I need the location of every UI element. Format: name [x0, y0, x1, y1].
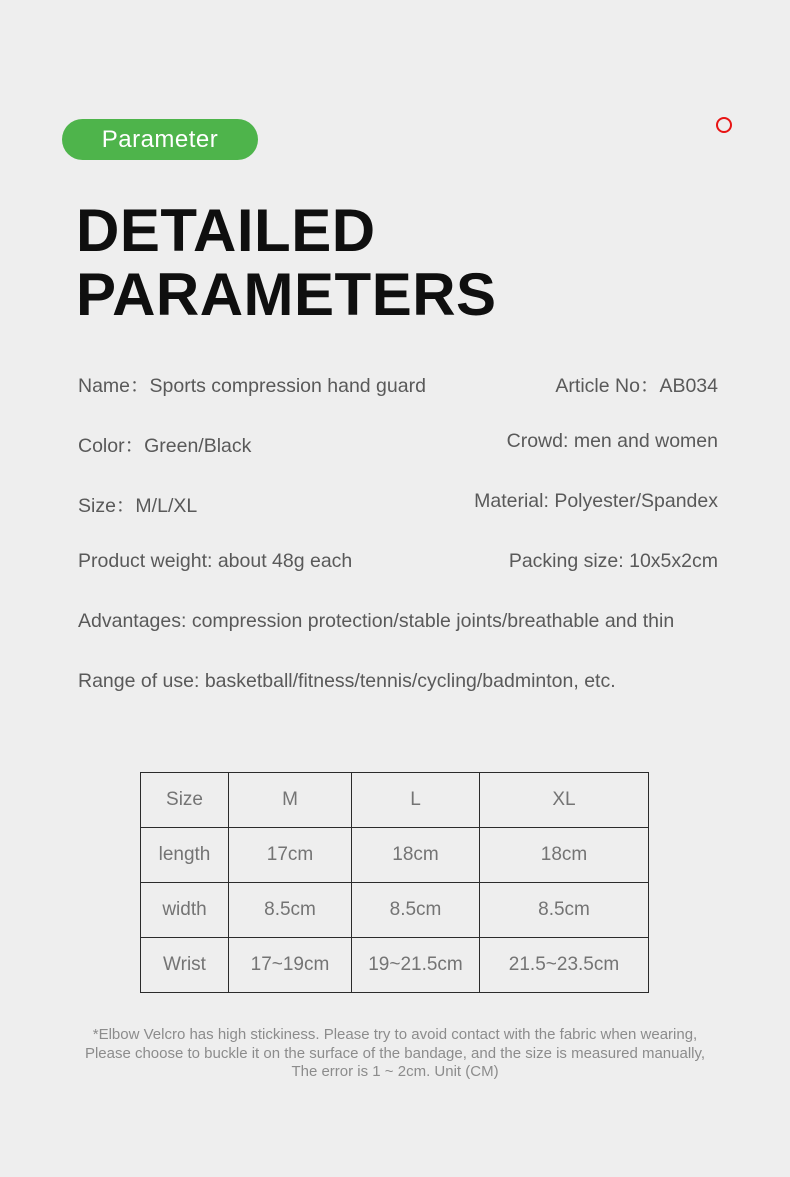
spec-row-color-crowd — [78, 430, 718, 457]
size-table — [140, 772, 649, 993]
size-table-row-label: length — [141, 828, 229, 883]
size-table-cell: 18cm — [480, 828, 649, 883]
page-title: DETAILED PARAMETERS — [76, 197, 497, 328]
size-table-cell: 17~19cm — [229, 938, 352, 993]
footnote — [0, 1026, 790, 1082]
parameter-badge: Parameter — [62, 119, 258, 160]
spec-product-name: Name：Sports compression hand guard — [78, 375, 426, 397]
spec-crowd: Crowd: men and women — [506, 430, 718, 452]
size-table-cell: 17cm — [229, 828, 352, 883]
size-table-cell: 19~21.5cm — [352, 938, 480, 993]
size-table-header-xl: XL — [480, 773, 649, 828]
size-table-header-m: M — [229, 773, 352, 828]
size-table-cell: 8.5cm — [352, 883, 480, 938]
footnote-line: The error is 1 ~ 2cm. Unit (CM) — [291, 1063, 499, 1080]
spec-row-name-article — [78, 370, 718, 397]
red-circle-icon — [716, 117, 732, 133]
spec-article-no: Article No：AB034 — [555, 375, 718, 397]
footnote-line: Please choose to buckle it on the surface of the bandage, and the size is measured manually, — [84, 1044, 706, 1062]
spec-row-size-material — [78, 490, 718, 517]
spec-row-range-of-use — [78, 670, 718, 692]
spec-row-advantages — [78, 610, 718, 632]
footnote-line: *Elbow Velcro has high stickiness. Please try to avoid contact with the fabric when wearing, — [92, 1026, 698, 1043]
size-table-row-length — [141, 828, 649, 883]
size-table-row-label: width — [141, 883, 229, 938]
spec-row-weight-packing — [78, 550, 718, 572]
spec-color: Color：Green/Black — [78, 435, 252, 457]
size-table-row-width — [141, 883, 649, 938]
spec-size: Size：M/L/XL — [78, 495, 198, 517]
size-table-cell: 21.5~23.5cm — [480, 938, 649, 993]
size-table-row-label: Wrist — [141, 938, 229, 993]
size-table-cell: 18cm — [352, 828, 480, 883]
size-table-cell: 8.5cm — [480, 883, 649, 938]
spec-weight: Product weight: about 48g each — [78, 550, 353, 572]
spec-range-of-use: Range of use: basketball/fitness/tennis/cycling/badminton, etc. — [78, 670, 616, 692]
spec-material: Material: Polyester/Spandex — [474, 490, 718, 512]
spec-advantages: Advantages: compression protection/stable joints/breathable and thin — [78, 610, 675, 632]
size-table-header-size: Size — [141, 773, 229, 828]
size-table-header-row — [141, 773, 649, 828]
size-table-cell: 8.5cm — [229, 883, 352, 938]
spec-packing-size: Packing size: 10x5x2cm — [508, 550, 718, 572]
spec-list — [78, 370, 718, 730]
size-table-header-l: L — [352, 773, 480, 828]
size-table-row-wrist — [141, 938, 649, 993]
